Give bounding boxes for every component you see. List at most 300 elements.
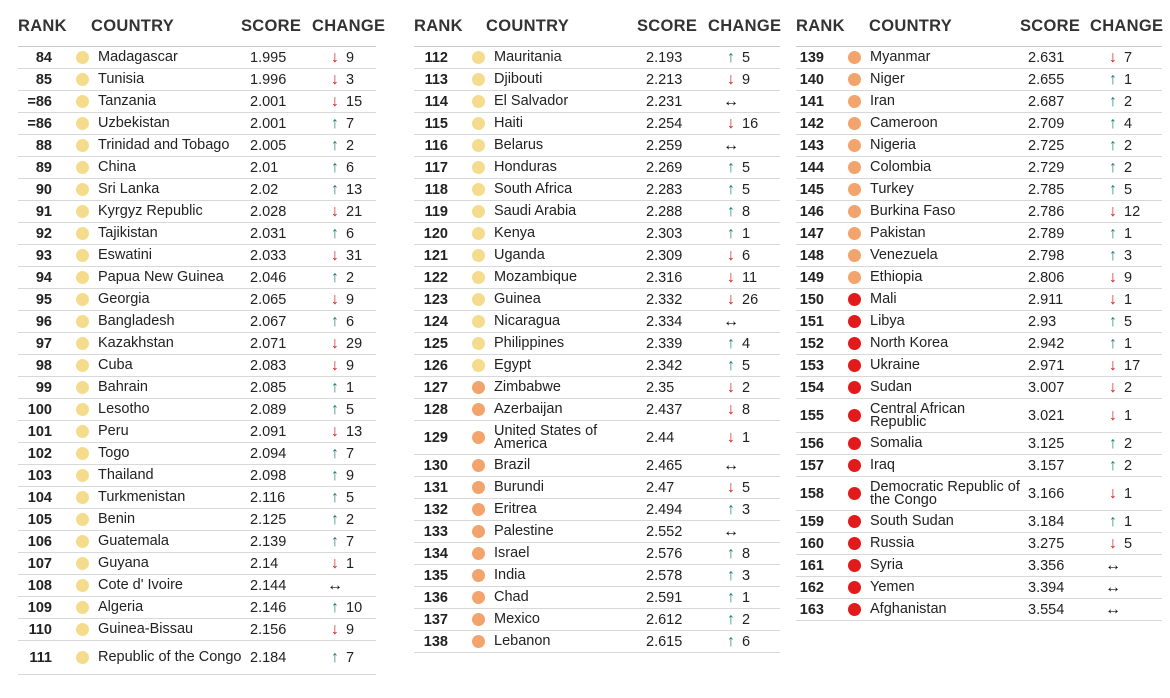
level-dot-cell xyxy=(462,47,494,69)
arrow-up-icon: ↑ xyxy=(720,499,742,521)
circle-icon xyxy=(848,559,861,572)
score-cell: 2.971 xyxy=(1028,355,1102,377)
change-cell: 12 xyxy=(1124,201,1162,223)
level-dot-cell xyxy=(66,245,98,267)
table-row xyxy=(414,311,780,333)
change-cell: 5 xyxy=(346,399,376,421)
table-row xyxy=(18,267,376,289)
table-row xyxy=(18,465,376,487)
table-row xyxy=(18,311,376,333)
rank-cell: 141 xyxy=(796,91,838,113)
arrow-up-icon: ↑ xyxy=(1102,113,1124,135)
left-right-arrow-icon: ↔ xyxy=(720,91,742,113)
country-cell: Mexico xyxy=(494,609,646,631)
change-cell: 1 xyxy=(1124,399,1162,433)
score-cell: 1.995 xyxy=(250,47,324,69)
rank-cell: 91 xyxy=(18,201,66,223)
rank-cell: 114 xyxy=(414,91,462,113)
arrow-down-icon: ↓ xyxy=(324,421,346,443)
change-cell: 3 xyxy=(346,69,376,91)
arrow-up-icon: ↑ xyxy=(720,355,742,377)
circle-icon xyxy=(472,635,485,648)
score-cell: 3.007 xyxy=(1028,377,1102,399)
circle-icon xyxy=(76,651,89,664)
level-dot-cell xyxy=(462,157,494,179)
arrow-up-icon: ↑ xyxy=(1102,511,1124,533)
table-row xyxy=(414,289,780,311)
rank-cell: 116 xyxy=(414,135,462,157)
country-cell: Egypt xyxy=(494,355,646,377)
score-cell: 2.283 xyxy=(646,179,720,201)
circle-icon xyxy=(472,481,485,494)
country-cell: Mali xyxy=(870,289,1028,311)
country-cell: Georgia xyxy=(98,289,250,311)
table-row xyxy=(414,377,780,399)
table-row xyxy=(796,399,1162,433)
arrow-up-icon: ↑ xyxy=(324,157,346,179)
level-dot-cell xyxy=(838,157,870,179)
table-row xyxy=(796,91,1162,113)
arrow-down-icon: ↓ xyxy=(324,333,346,355)
circle-icon xyxy=(472,381,485,394)
change-cell: 1 xyxy=(742,421,780,455)
rank-cell: 94 xyxy=(18,267,66,289)
change-cell: 2 xyxy=(1124,455,1162,477)
score-cell: 3.166 xyxy=(1028,477,1102,511)
ranking-column-3 xyxy=(796,12,1162,621)
change-cell: 3 xyxy=(742,499,780,521)
arrow-down-icon: ↓ xyxy=(1102,267,1124,289)
level-dot-cell xyxy=(66,509,98,531)
rank-cell: 126 xyxy=(414,355,462,377)
change-cell: 5 xyxy=(742,179,780,201)
country-cell: India xyxy=(494,565,646,587)
country-cell: Kazakhstan xyxy=(98,333,250,355)
ranking-table xyxy=(414,46,780,653)
country-cell: Syria xyxy=(870,555,1028,577)
score-cell: 2.067 xyxy=(250,311,324,333)
change-cell: 1 xyxy=(742,223,780,245)
circle-icon xyxy=(76,183,89,196)
change-cell: 21 xyxy=(346,201,376,223)
change-cell: 8 xyxy=(742,399,780,421)
country-cell: Eritrea xyxy=(494,499,646,521)
level-dot-cell xyxy=(838,433,870,455)
country-cell: Haiti xyxy=(494,113,646,135)
rank-cell: 119 xyxy=(414,201,462,223)
change-cell: 7 xyxy=(346,641,376,675)
arrow-up-icon: ↑ xyxy=(324,223,346,245)
arrow-up-icon: ↑ xyxy=(324,531,346,553)
left-right-arrow-icon: ↔ xyxy=(1102,577,1124,599)
circle-icon xyxy=(76,95,89,108)
score-cell: 2.309 xyxy=(646,245,720,267)
level-dot-cell xyxy=(66,223,98,245)
change-cell: 5 xyxy=(742,47,780,69)
circle-icon xyxy=(848,139,861,152)
level-dot-cell xyxy=(462,113,494,135)
change-cell: 2 xyxy=(346,509,376,531)
table-row xyxy=(796,477,1162,511)
level-dot-cell xyxy=(462,69,494,91)
change-cell: 2 xyxy=(346,135,376,157)
rank-cell: 109 xyxy=(18,597,66,619)
score-cell: 2.116 xyxy=(250,487,324,509)
rank-cell: 107 xyxy=(18,553,66,575)
circle-icon xyxy=(76,623,89,636)
rank-cell: 140 xyxy=(796,69,838,91)
circle-icon xyxy=(472,547,485,560)
table-row xyxy=(414,355,780,377)
arrow-up-icon: ↑ xyxy=(324,135,346,157)
table-row xyxy=(414,267,780,289)
country-cell: Guinea xyxy=(494,289,646,311)
table-row xyxy=(414,223,780,245)
table-row xyxy=(414,69,780,91)
circle-icon xyxy=(472,293,485,306)
country-header: COUNTRY xyxy=(486,17,570,35)
level-dot-cell xyxy=(462,421,494,455)
score-cell: 2.028 xyxy=(250,201,324,223)
level-dot-cell xyxy=(66,487,98,509)
rank-cell: 159 xyxy=(796,511,838,533)
change-cell: 2 xyxy=(346,267,376,289)
table-row xyxy=(414,135,780,157)
level-dot-cell xyxy=(66,553,98,575)
change-cell: 8 xyxy=(742,543,780,565)
table-row xyxy=(796,289,1162,311)
level-dot-cell xyxy=(66,465,98,487)
table-row xyxy=(18,597,376,619)
country-cell: Chad xyxy=(494,587,646,609)
rank-cell: 115 xyxy=(414,113,462,135)
country-cell: Libya xyxy=(870,311,1028,333)
table-row xyxy=(796,377,1162,399)
circle-icon xyxy=(76,249,89,262)
circle-icon xyxy=(848,271,861,284)
level-dot-cell xyxy=(838,223,870,245)
arrow-down-icon: ↓ xyxy=(720,377,742,399)
score-cell: 2.35 xyxy=(646,377,720,399)
score-cell: 2.339 xyxy=(646,333,720,355)
rank-cell: =86 xyxy=(18,113,66,135)
rank-header: RANK xyxy=(796,17,845,35)
table-row xyxy=(414,499,780,521)
rank-cell: 129 xyxy=(414,421,462,455)
table-row xyxy=(414,333,780,355)
rank-cell: 117 xyxy=(414,157,462,179)
arrow-up-icon: ↑ xyxy=(720,47,742,69)
country-cell: Sri Lanka xyxy=(98,179,250,201)
table-row xyxy=(18,69,376,91)
circle-icon xyxy=(472,431,485,444)
circle-icon xyxy=(848,249,861,262)
circle-icon xyxy=(472,73,485,86)
rank-cell: =86 xyxy=(18,91,66,113)
rank-cell: 163 xyxy=(796,599,838,621)
circle-icon xyxy=(472,569,485,582)
rank-cell: 100 xyxy=(18,399,66,421)
score-cell: 2.552 xyxy=(646,521,720,543)
circle-icon xyxy=(76,447,89,460)
country-cell: Burkina Faso xyxy=(870,201,1028,223)
level-dot-cell xyxy=(838,47,870,69)
country-cell: Zimbabwe xyxy=(494,377,646,399)
table-row xyxy=(414,113,780,135)
change-cell: 9 xyxy=(346,619,376,641)
table-row xyxy=(796,355,1162,377)
left-right-arrow-icon: ↔ xyxy=(720,135,742,157)
level-dot-cell xyxy=(462,477,494,499)
table-row xyxy=(414,245,780,267)
change-cell: 7 xyxy=(346,531,376,553)
change-cell: 11 xyxy=(742,267,780,289)
country-cell: Benin xyxy=(98,509,250,531)
change-cell: 5 xyxy=(742,477,780,499)
circle-icon xyxy=(848,603,861,616)
level-dot-cell xyxy=(462,135,494,157)
level-dot-cell xyxy=(462,565,494,587)
country-cell: Thailand xyxy=(98,465,250,487)
score-cell: 2.02 xyxy=(250,179,324,201)
left-right-arrow-icon: ↔ xyxy=(1102,555,1124,577)
table-row xyxy=(796,511,1162,533)
arrow-down-icon: ↓ xyxy=(324,355,346,377)
arrow-up-icon: ↑ xyxy=(324,443,346,465)
rank-cell: 150 xyxy=(796,289,838,311)
arrow-up-icon: ↑ xyxy=(720,201,742,223)
table-row xyxy=(414,157,780,179)
country-cell: Guyana xyxy=(98,553,250,575)
table-row xyxy=(796,577,1162,599)
arrow-up-icon: ↑ xyxy=(324,311,346,333)
change-cell xyxy=(742,135,780,157)
arrow-up-icon: ↑ xyxy=(720,587,742,609)
level-dot-cell xyxy=(66,267,98,289)
rank-cell: 121 xyxy=(414,245,462,267)
arrow-up-icon: ↑ xyxy=(1102,455,1124,477)
circle-icon xyxy=(848,515,861,528)
change-cell: 5 xyxy=(346,487,376,509)
country-cell: Iraq xyxy=(870,455,1028,477)
country-cell: South Sudan xyxy=(870,511,1028,533)
level-dot-cell xyxy=(838,477,870,511)
change-cell: 13 xyxy=(346,421,376,443)
circle-icon xyxy=(472,503,485,516)
country-cell: Colombia xyxy=(870,157,1028,179)
table-row xyxy=(414,631,780,653)
level-dot-cell xyxy=(838,533,870,555)
table-row xyxy=(414,179,780,201)
country-cell: Lebanon xyxy=(494,631,646,653)
change-cell: 9 xyxy=(346,289,376,311)
country-cell: Mauritania xyxy=(494,47,646,69)
change-cell: 1 xyxy=(346,553,376,575)
change-cell: 7 xyxy=(346,443,376,465)
level-dot-cell xyxy=(838,267,870,289)
rank-cell: 135 xyxy=(414,565,462,587)
table-row xyxy=(796,135,1162,157)
rank-cell: 112 xyxy=(414,47,462,69)
circle-icon xyxy=(76,513,89,526)
rank-cell: 92 xyxy=(18,223,66,245)
change-cell: 9 xyxy=(346,355,376,377)
table-row xyxy=(796,311,1162,333)
arrow-down-icon: ↓ xyxy=(1102,377,1124,399)
arrow-up-icon: ↑ xyxy=(720,333,742,355)
score-cell: 2.269 xyxy=(646,157,720,179)
country-cell: Cote d' Ivoire xyxy=(98,575,250,597)
arrow-up-icon: ↑ xyxy=(720,609,742,631)
rank-cell: 118 xyxy=(414,179,462,201)
level-dot-cell xyxy=(66,443,98,465)
table-row xyxy=(414,47,780,69)
level-dot-cell xyxy=(66,333,98,355)
arrow-down-icon: ↓ xyxy=(1102,201,1124,223)
change-header: CHANGE xyxy=(312,17,386,35)
level-dot-cell xyxy=(838,377,870,399)
level-dot-cell xyxy=(462,455,494,477)
table-row xyxy=(414,609,780,631)
change-cell: 1 xyxy=(1124,333,1162,355)
rank-cell: 128 xyxy=(414,399,462,421)
level-dot-cell xyxy=(66,377,98,399)
score-cell: 2.334 xyxy=(646,311,720,333)
change-cell: 13 xyxy=(346,179,376,201)
score-cell: 2.033 xyxy=(250,245,324,267)
change-cell: 5 xyxy=(1124,533,1162,555)
level-dot-cell xyxy=(838,333,870,355)
level-dot-cell xyxy=(66,47,98,69)
level-dot-cell xyxy=(66,201,98,223)
rank-cell: 161 xyxy=(796,555,838,577)
arrow-up-icon: ↑ xyxy=(720,179,742,201)
arrow-down-icon: ↓ xyxy=(1102,289,1124,311)
rank-cell: 93 xyxy=(18,245,66,267)
circle-icon xyxy=(76,381,89,394)
score-cell: 2.789 xyxy=(1028,223,1102,245)
change-cell xyxy=(742,521,780,543)
country-cell: Israel xyxy=(494,543,646,565)
country-header: COUNTRY xyxy=(91,17,175,35)
score-cell: 2.44 xyxy=(646,421,720,455)
country-cell: Burundi xyxy=(494,477,646,499)
rank-cell: 88 xyxy=(18,135,66,157)
rank-cell: 153 xyxy=(796,355,838,377)
circle-icon xyxy=(472,403,485,416)
table-row xyxy=(18,47,376,69)
change-header: CHANGE xyxy=(708,17,782,35)
rank-cell: 95 xyxy=(18,289,66,311)
rank-cell: 136 xyxy=(414,587,462,609)
circle-icon xyxy=(472,227,485,240)
score-cell: 3.184 xyxy=(1028,511,1102,533)
change-cell xyxy=(1124,599,1162,621)
rank-cell: 156 xyxy=(796,433,838,455)
change-cell: 7 xyxy=(1124,47,1162,69)
score-cell: 2.725 xyxy=(1028,135,1102,157)
rank-cell: 132 xyxy=(414,499,462,521)
circle-icon xyxy=(76,271,89,284)
circle-icon xyxy=(848,359,861,372)
arrow-down-icon: ↓ xyxy=(324,553,346,575)
rank-cell: 84 xyxy=(18,47,66,69)
country-cell: Bangladesh xyxy=(98,311,250,333)
circle-icon xyxy=(76,403,89,416)
change-cell: 2 xyxy=(1124,377,1162,399)
arrow-down-icon: ↓ xyxy=(720,113,742,135)
level-dot-cell xyxy=(462,521,494,543)
rank-cell: 85 xyxy=(18,69,66,91)
table-row xyxy=(18,91,376,113)
country-cell: Madagascar xyxy=(98,47,250,69)
change-cell: 1 xyxy=(1124,223,1162,245)
circle-icon xyxy=(76,469,89,482)
arrow-up-icon: ↑ xyxy=(324,641,346,675)
score-cell: 3.275 xyxy=(1028,533,1102,555)
country-cell: United States of America xyxy=(494,421,646,455)
circle-icon xyxy=(848,51,861,64)
rank-cell: 143 xyxy=(796,135,838,157)
circle-icon xyxy=(76,51,89,64)
score-cell: 2.437 xyxy=(646,399,720,421)
change-cell: 3 xyxy=(742,565,780,587)
arrow-down-icon: ↓ xyxy=(720,289,742,311)
table-row xyxy=(796,433,1162,455)
arrow-down-icon: ↓ xyxy=(720,477,742,499)
circle-icon xyxy=(848,73,861,86)
level-dot-cell xyxy=(838,201,870,223)
country-cell: Trinidad and Tobago xyxy=(98,135,250,157)
table-row xyxy=(18,377,376,399)
table-row xyxy=(796,245,1162,267)
table-row xyxy=(18,135,376,157)
level-dot-cell xyxy=(66,421,98,443)
country-cell: Brazil xyxy=(494,455,646,477)
circle-icon xyxy=(472,139,485,152)
score-header: SCORE xyxy=(241,17,302,35)
country-cell: El Salvador xyxy=(494,91,646,113)
table-row xyxy=(796,113,1162,135)
score-cell: 3.157 xyxy=(1028,455,1102,477)
rank-cell: 125 xyxy=(414,333,462,355)
level-dot-cell xyxy=(462,289,494,311)
table-row xyxy=(18,509,376,531)
circle-icon xyxy=(848,293,861,306)
table-row xyxy=(796,179,1162,201)
score-cell: 2.001 xyxy=(250,91,324,113)
table-row xyxy=(414,565,780,587)
country-cell: Somalia xyxy=(870,433,1028,455)
rank-cell: 110 xyxy=(18,619,66,641)
circle-icon xyxy=(472,315,485,328)
arrow-up-icon: ↑ xyxy=(324,509,346,531)
rank-cell: 120 xyxy=(414,223,462,245)
score-header: SCORE xyxy=(1020,17,1081,35)
level-dot-cell xyxy=(838,135,870,157)
arrow-down-icon: ↓ xyxy=(324,47,346,69)
table-row xyxy=(18,113,376,135)
arrow-up-icon: ↑ xyxy=(324,465,346,487)
rank-cell: 97 xyxy=(18,333,66,355)
score-cell: 2.193 xyxy=(646,47,720,69)
change-cell: 1 xyxy=(346,377,376,399)
rank-cell: 102 xyxy=(18,443,66,465)
rank-cell: 105 xyxy=(18,509,66,531)
rank-cell: 130 xyxy=(414,455,462,477)
circle-icon xyxy=(76,579,89,592)
score-cell: 2.231 xyxy=(646,91,720,113)
